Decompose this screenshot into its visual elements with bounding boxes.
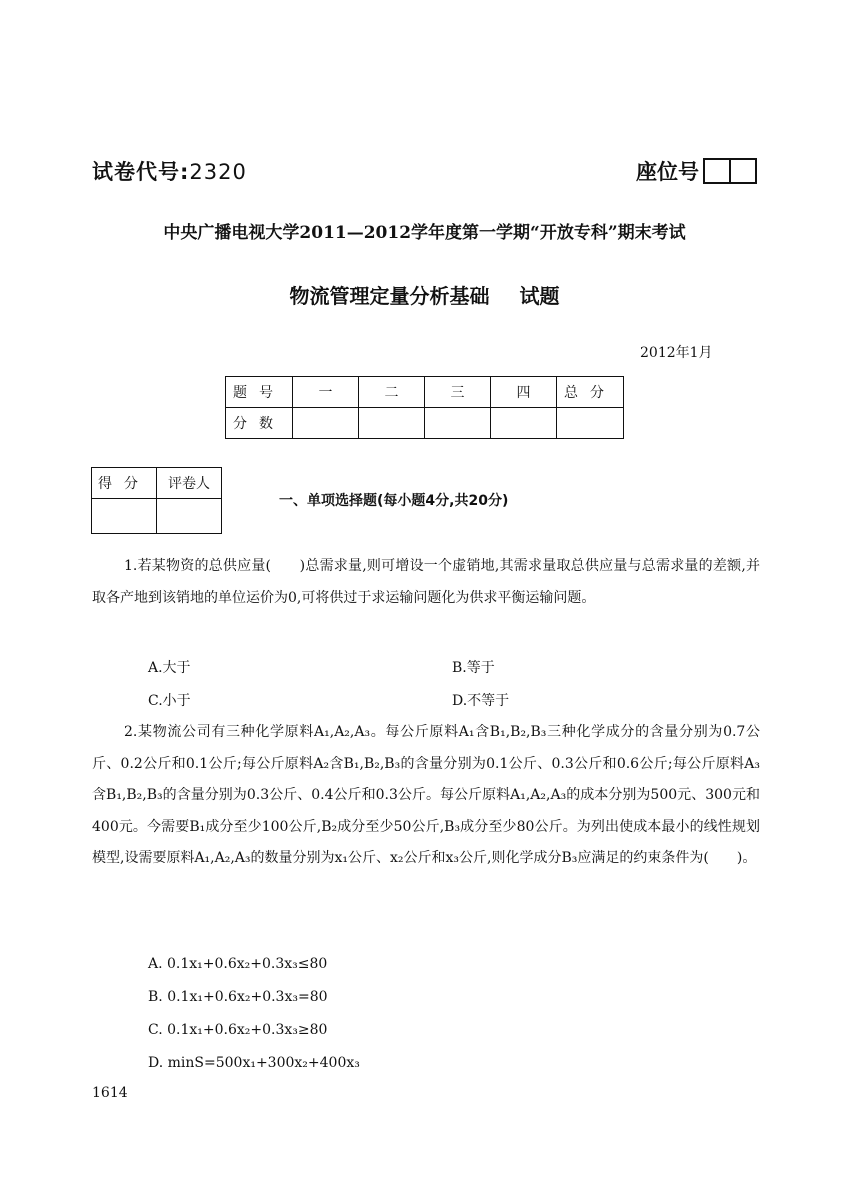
- exam-date: 2012年1月: [640, 345, 713, 361]
- grader-name-header: 评卷人: [157, 468, 222, 499]
- q1-option-b: B.等于: [452, 660, 495, 676]
- seat-number: [636, 156, 757, 186]
- grader-score-header: 得分: [92, 468, 157, 499]
- question-1-text: 1.若某物资的总供应量( )总需求量,则可增设一个虚销地,其需求量取总供应量与总需求量的差额,并取各产地到该销地的单位运价为0,可将供过于求运输问题化为供求平衡运输问题。: [92, 558, 760, 606]
- score-header-cell: 四: [491, 377, 557, 408]
- section-title: 一、单项选择题(每小题4分,共20分): [279, 493, 509, 509]
- grader-name-cell[interactable]: [157, 499, 222, 534]
- score-cell[interactable]: [491, 408, 557, 439]
- score-cell[interactable]: [359, 408, 425, 439]
- grader-score-cell[interactable]: [92, 499, 157, 534]
- subject-suffix: 试题: [519, 284, 560, 308]
- q2-option-d: D. minS=500x₁+300x₂+400x₃: [148, 1055, 360, 1071]
- score-cell[interactable]: [557, 408, 624, 439]
- q2-option-b: B. 0.1x₁+0.6x₂+0.3x₃=80: [148, 989, 328, 1005]
- q2-option-c: C. 0.1x₁+0.6x₂+0.3x₃≥80: [148, 1022, 328, 1038]
- score-header-cell: 二: [359, 377, 425, 408]
- score-header-cell: 三: [425, 377, 491, 408]
- score-header-cell: 一: [293, 377, 359, 408]
- q1-option-c: C.小于: [148, 693, 191, 709]
- score-cell[interactable]: [425, 408, 491, 439]
- paper-code-label: 试卷代号:: [92, 160, 190, 184]
- question-2-text: 2.某物流公司有三种化学原料A₁,A₂,A₃。每公斤原料A₁含B₁,B₂,B₃三种化学成分的含量分别为0.7公斤、0.2公斤和0.1公斤;每公斤原料A₂含B₁,B₂,B₃的含量分别为0.1公斤、0.3公斤和0.6公斤;每公斤原料A₃含B₁,B₂,B₃的含量分别为0.3公斤、0.4公斤和0.3公斤。每公斤原料A₁,A₂,A₃的成本分别为500元、300元和400元。今需要B₁成分至少100公斤,B₂成分至少50公斤,B₃成分至少80公斤。为列出使成本最小的线性规划模型,设需要原料A₁,A₂,A₃的数量分别为x₁公斤、x₂公斤和x₃公斤,则化学成分B₃应满足的约束条件为( )。: [92, 724, 760, 866]
- grader-entry-row: [92, 499, 222, 534]
- grader-header-row: [92, 468, 222, 499]
- subject-title: [0, 280, 849, 309]
- exam-title: 中央广播电视大学2011—2012学年度第一学期“开放专科”期末考试: [163, 223, 686, 243]
- paper-code-value: 2320: [189, 160, 247, 184]
- paper-code: [92, 156, 247, 186]
- score-table-score-row: [226, 408, 624, 439]
- score-table: [225, 376, 624, 439]
- grader-table: [91, 467, 222, 534]
- score-table-header-row: [226, 377, 624, 408]
- score-header-cell: 总分: [557, 377, 624, 408]
- subject-name: 物流管理定量分析基础: [289, 284, 490, 308]
- score-cell[interactable]: [293, 408, 359, 439]
- score-row-label: 分数: [226, 408, 293, 439]
- score-header-cell: 题号: [226, 377, 293, 408]
- q1-option-d: D.不等于: [452, 693, 510, 709]
- seat-number-box[interactable]: [703, 158, 757, 184]
- q1-option-a: A.大于: [148, 660, 191, 676]
- q2-option-a: A. 0.1x₁+0.6x₂+0.3x₃≤80: [148, 956, 328, 972]
- seat-label: 座位号: [636, 160, 699, 184]
- page-number: 1614: [92, 1085, 128, 1101]
